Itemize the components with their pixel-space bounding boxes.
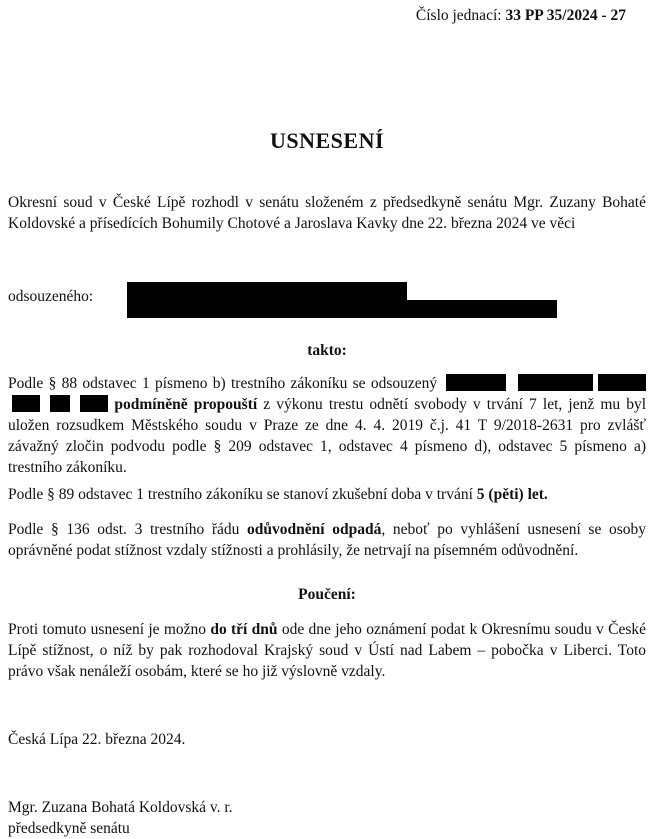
convict-label: odsouzeného: — [8, 288, 94, 305]
redacted-name-inline-4 — [12, 395, 40, 412]
document-title: USNESENÍ — [269, 128, 385, 153]
justification-bold: odůvodnění odpadá — [247, 521, 382, 538]
case-reference-label: Číslo jednací: — [415, 7, 502, 24]
redacted-name-line-2 — [127, 300, 557, 318]
probation-text: Podle § 89 odstavec 1 trestního zákoníku se stanoví zkušební doba v trvání — [8, 486, 473, 503]
instruction-text-start: Proti tomuto usnesení je možno — [8, 621, 207, 638]
takto-heading: takto: — [307, 342, 347, 359]
place-and-date: Česká Lípa 22. března 2024. — [8, 731, 186, 748]
parole-text-start: Podle § 88 odstavec 1 písmeno b) trestního zákoníku se odsouzený — [8, 375, 438, 392]
redacted-name-inline-1 — [446, 374, 506, 391]
intro-paragraph: Okresní soud v České Lípě rozhodl v senátu složeném z předsedkyně senátu Mgr. Zuzany Bohaté Koldovské a přísedících Bohumily Chotové a Jaroslava Kavky dne 22. března 2024 ve věci — [8, 194, 646, 232]
redacted-name-inline-3 — [598, 374, 646, 391]
justification-text-start: Podle § 136 odst. 3 trestního řádu — [8, 521, 240, 538]
redacted-name-inline-6 — [80, 395, 108, 412]
instruction-heading: Poučení: — [298, 586, 356, 603]
instruction-deadline-bold: do tří dnů — [210, 621, 278, 638]
parole-text-end: z výkonu trestu odnětí svobody v trvání 7 let, jenž mu byl uložen rozsudkem Městského soudu v Praze ze dne 4. 4. 2019 č.j. 41 T 9/2018-2631 pro zvlášť závažný zločin podvodu podle § 209 odstavec 1, odstavec 4 písmeno d), odstavec 5 písmeno a) trestního zákoníku. — [8, 396, 647, 476]
instruction-paragraph — [8, 619, 646, 682]
signature-role: předsedkyně senátu — [8, 820, 130, 837]
justification-text-end: , neboť po vyhlášení usnesení se osoby oprávněné podat stížnost vzdaly stížnosti a prohlásily, že netrvají na písemném odůvodnění. — [8, 521, 647, 559]
instruction-text-end: ode dne jeho oznámení podat k Okresnímu soudu v České Lípě stížnost, o níž by pak rozhodoval Krajský soud v Ústí nad Labem – pobočka v Liberci. Toto právo však nenáleží osobám, které se ho již výslovně vzdaly. — [8, 621, 646, 680]
ruling-paragraph-probation — [8, 484, 646, 505]
redacted-name-inline-2 — [518, 374, 593, 391]
case-reference — [416, 5, 626, 26]
parole-decision-bold: podmíněně propouští — [114, 396, 258, 413]
signature-name: Mgr. Zuzana Bohatá Koldovská v. r. — [8, 799, 233, 816]
ruling-paragraph-parole — [8, 373, 646, 478]
case-reference-number: 33 PP 35/2024 - 27 — [505, 7, 626, 24]
redacted-name-inline-5 — [50, 395, 70, 412]
redacted-name-line-1 — [127, 282, 407, 300]
ruling-paragraph-justification — [8, 519, 646, 561]
probation-period-bold: 5 (pěti) let. — [476, 486, 548, 503]
